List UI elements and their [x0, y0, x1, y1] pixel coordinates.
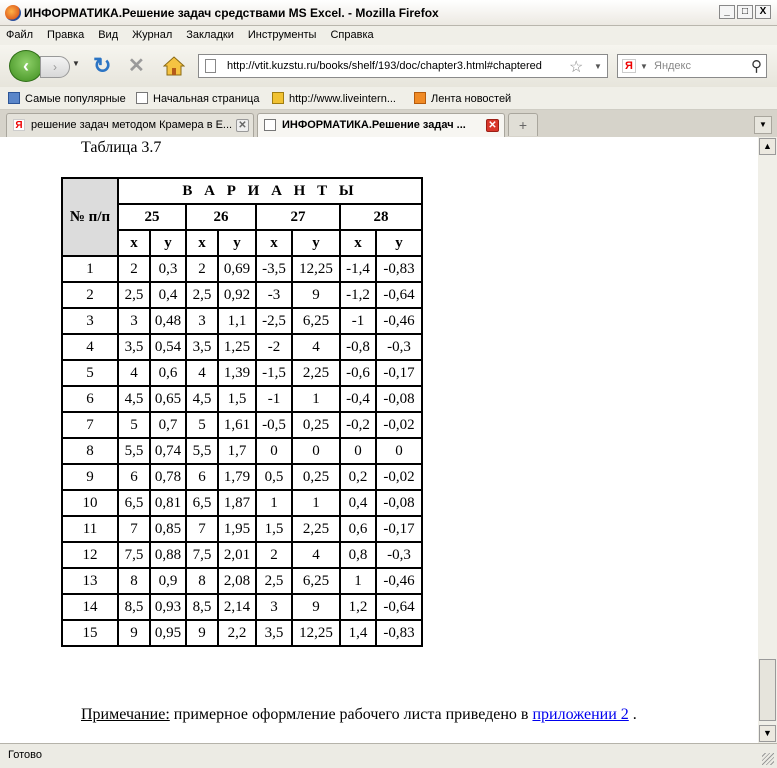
- table-cell: 1,2: [340, 594, 376, 620]
- row-number-cell: 4: [62, 334, 118, 360]
- search-box[interactable]: [617, 54, 767, 78]
- table-row: [62, 490, 422, 516]
- table-cell: -0,46: [376, 308, 422, 334]
- table-cell: 5,5: [186, 438, 218, 464]
- table-row: [62, 516, 422, 542]
- table-cell: -0,2: [340, 412, 376, 438]
- back-arrow-icon: ‹: [23, 56, 29, 76]
- close-tab-icon[interactable]: ✕: [236, 119, 249, 132]
- menu-view[interactable]: Вид: [98, 29, 119, 41]
- y-header: y: [376, 230, 422, 256]
- table-cell: 0,85: [150, 516, 186, 542]
- close-tab-icon[interactable]: ✕: [486, 119, 499, 132]
- table-cell: -0,02: [376, 412, 422, 438]
- table-row: [62, 308, 422, 334]
- table-cell: 1: [256, 490, 292, 516]
- page-icon: [264, 119, 276, 131]
- table-cell: 2,25: [292, 360, 340, 386]
- plus-icon: +: [518, 117, 528, 133]
- menu-history[interactable]: Журнал: [132, 29, 173, 41]
- note-tail: .: [628, 706, 637, 723]
- bookmark-news-feed[interactable]: [414, 92, 511, 105]
- minimize-button[interactable]: _: [719, 5, 735, 19]
- table-cell: -2: [256, 334, 292, 360]
- table-cell: 1: [340, 568, 376, 594]
- bookmark-popular[interactable]: [8, 92, 126, 105]
- table-cell: 4: [186, 360, 218, 386]
- table-row: [62, 412, 422, 438]
- bookmark-label: http://www.liveintern...: [289, 93, 396, 105]
- menu-bookmarks[interactable]: Закладки: [186, 29, 234, 41]
- table-cell: 0,78: [150, 464, 186, 490]
- chevron-down-icon: ▼: [759, 120, 767, 129]
- close-window-button[interactable]: X: [755, 5, 771, 19]
- stop-icon[interactable]: ✕: [128, 55, 145, 77]
- table-cell: 0,7: [150, 412, 186, 438]
- liveinternet-icon: [272, 92, 284, 104]
- bookmark-label: Начальная страница: [153, 93, 260, 105]
- scrollbar-thumb[interactable]: [759, 659, 776, 721]
- table-cell: 3: [118, 308, 150, 334]
- table-cell: 0,95: [150, 620, 186, 646]
- table-cell: 0,25: [292, 464, 340, 490]
- table-cell: 6: [186, 464, 218, 490]
- tab-kramer[interactable]: [6, 113, 254, 137]
- yandex-icon[interactable]: Я: [622, 59, 636, 73]
- search-engine-dropdown-icon[interactable]: ▼: [640, 62, 648, 71]
- table-cell: 5: [186, 412, 218, 438]
- table-cell: -0,64: [376, 594, 422, 620]
- table-cell: 2: [186, 256, 218, 282]
- table-cell: 7,5: [118, 542, 150, 568]
- scroll-up-icon: ▲: [763, 141, 772, 151]
- table-row: [62, 464, 422, 490]
- tab-list-button[interactable]: [754, 116, 772, 134]
- table-row: [62, 256, 422, 282]
- table-cell: 2,5: [186, 282, 218, 308]
- bookmark-liveinternet[interactable]: [272, 92, 396, 105]
- table-cell: 5: [118, 412, 150, 438]
- table-cell: -0,46: [376, 568, 422, 594]
- table-cell: 3: [186, 308, 218, 334]
- back-button[interactable]: [9, 50, 43, 82]
- table-cell: 7,5: [186, 542, 218, 568]
- menu-edit[interactable]: Правка: [47, 29, 85, 41]
- table-cell: 3,5: [256, 620, 292, 646]
- row-number-cell: 14: [62, 594, 118, 620]
- table-cell: 4,5: [186, 386, 218, 412]
- table-row: [62, 360, 422, 386]
- firefox-logo-icon: [5, 5, 21, 21]
- table-cell: 0,9: [150, 568, 186, 594]
- url-text[interactable]: http://vtit.kuzstu.ru/books/shelf/193/doc/chapter3.html#chaptered: [227, 60, 542, 72]
- window-title: ИНФОРМАТИКА.Решение задач средствами MS Excel. - Mozilla Firefox: [24, 6, 439, 20]
- table-cell: 0,4: [150, 282, 186, 308]
- table-cell: 12,25: [292, 620, 340, 646]
- row-number-cell: 2: [62, 282, 118, 308]
- row-number-cell: 11: [62, 516, 118, 542]
- forward-arrow-icon: ›: [53, 60, 57, 74]
- table-cell: 0,25: [292, 412, 340, 438]
- table-cell: 6,5: [118, 490, 150, 516]
- variants-header: В А Р И А Н Т Ы: [118, 178, 422, 204]
- table-cell: 0,3: [150, 256, 186, 282]
- scroll-down-button[interactable]: [759, 725, 776, 742]
- table-cell: 0,81: [150, 490, 186, 516]
- table-cell: 0,69: [218, 256, 256, 282]
- table-cell: 3: [256, 594, 292, 620]
- table-cell: -0,4: [340, 386, 376, 412]
- table-cell: -2,5: [256, 308, 292, 334]
- table-cell: 7: [118, 516, 150, 542]
- table-cell: -3,5: [256, 256, 292, 282]
- table-cell: 8: [118, 568, 150, 594]
- table-cell: 0: [376, 438, 422, 464]
- yandex-icon: Я: [13, 119, 25, 131]
- url-dropdown-icon[interactable]: ▼: [594, 62, 602, 71]
- table-cell: -0,17: [376, 360, 422, 386]
- table-row: [62, 386, 422, 412]
- table-cell: 0,8: [340, 542, 376, 568]
- table-cell: 1,5: [256, 516, 292, 542]
- note-label: Примечание:: [81, 706, 170, 723]
- row-number-cell: 1: [62, 256, 118, 282]
- table-cell: 2,2: [218, 620, 256, 646]
- table-cell: 12,25: [292, 256, 340, 282]
- home-icon[interactable]: [163, 55, 185, 77]
- table-cell: -0,5: [256, 412, 292, 438]
- popular-icon: [8, 92, 20, 104]
- table-body: [62, 256, 422, 646]
- variant-header: 28: [340, 204, 422, 230]
- table-cell: 1,95: [218, 516, 256, 542]
- table-cell: 0,2: [340, 464, 376, 490]
- x-header: x: [186, 230, 218, 256]
- table-cell: 1,87: [218, 490, 256, 516]
- row-number-cell: 5: [62, 360, 118, 386]
- rss-icon: [414, 92, 426, 104]
- resize-grip-icon[interactable]: [762, 753, 774, 765]
- x-header: x: [340, 230, 376, 256]
- table-row: [62, 334, 422, 360]
- row-number-cell: 6: [62, 386, 118, 412]
- table-cell: 0,92: [218, 282, 256, 308]
- table-cell: 2,14: [218, 594, 256, 620]
- maximize-button[interactable]: □: [737, 5, 753, 19]
- table-cell: -0,3: [376, 542, 422, 568]
- table-cell: -0,83: [376, 256, 422, 282]
- table-cell: 1,1: [218, 308, 256, 334]
- window-controls: [719, 5, 771, 19]
- table-cell: 4,5: [118, 386, 150, 412]
- table-cell: 0,48: [150, 308, 186, 334]
- variant-header: 25: [118, 204, 186, 230]
- page-icon: [136, 92, 148, 104]
- table-cell: -0,6: [340, 360, 376, 386]
- table-cell: 2,5: [118, 282, 150, 308]
- table-cell: 0,88: [150, 542, 186, 568]
- table-cell: -0,02: [376, 464, 422, 490]
- table-cell: 1,7: [218, 438, 256, 464]
- table-cell: -0,8: [340, 334, 376, 360]
- table-cell: 1,39: [218, 360, 256, 386]
- table-cell: 9: [186, 620, 218, 646]
- row-number-cell: 8: [62, 438, 118, 464]
- table-cell: 2,5: [256, 568, 292, 594]
- scroll-down-icon: ▼: [763, 728, 772, 738]
- table-cell: 6,5: [186, 490, 218, 516]
- search-icon[interactable]: ⚲: [751, 58, 762, 75]
- row-number-cell: 9: [62, 464, 118, 490]
- bookmark-label: Самые популярные: [25, 93, 126, 105]
- variant-header: 26: [186, 204, 256, 230]
- appendix-link[interactable]: приложении 2: [532, 706, 629, 723]
- row-number-cell: 13: [62, 568, 118, 594]
- table-cell: -3: [256, 282, 292, 308]
- table-row: [62, 438, 422, 464]
- table-cell: 0,54: [150, 334, 186, 360]
- table-cell: 1,25: [218, 334, 256, 360]
- address-bar[interactable]: [198, 54, 608, 78]
- table-cell: 9: [292, 282, 340, 308]
- x-header: x: [256, 230, 292, 256]
- table-cell: 9: [292, 594, 340, 620]
- row-number-header: № п/п: [62, 178, 118, 256]
- note-paragraph: [61, 704, 699, 726]
- table-cell: 0,6: [150, 360, 186, 386]
- menu-file[interactable]: Файл: [6, 29, 34, 41]
- variant-header: 27: [256, 204, 340, 230]
- table-cell: 0,65: [150, 386, 186, 412]
- table-cell: 9: [118, 620, 150, 646]
- table-cell: 1: [292, 490, 340, 516]
- table-cell: 8: [186, 568, 218, 594]
- note-text: примерное оформление рабочего листа приведено в: [169, 706, 533, 723]
- table-cell: 8,5: [118, 594, 150, 620]
- table-row: [62, 568, 422, 594]
- y-header: y: [150, 230, 186, 256]
- table-cell: 2: [256, 542, 292, 568]
- table-cell: 4: [292, 334, 340, 360]
- tab-informatika[interactable]: [257, 113, 505, 138]
- table-cell: 0: [256, 438, 292, 464]
- table-cell: -0,64: [376, 282, 422, 308]
- table-cell: 3,5: [118, 334, 150, 360]
- table-cell: -0,17: [376, 516, 422, 542]
- table-cell: 6: [118, 464, 150, 490]
- table-caption: Таблица 3.7: [81, 139, 162, 156]
- row-number-cell: 15: [62, 620, 118, 646]
- table-cell: 0,74: [150, 438, 186, 464]
- data-table: [61, 177, 423, 647]
- table-cell: 2: [118, 256, 150, 282]
- y-header: y: [292, 230, 340, 256]
- bookmarks-toolbar: [0, 87, 777, 110]
- forward-button[interactable]: [40, 56, 70, 78]
- table-cell: -0,08: [376, 386, 422, 412]
- table-cell: 0,4: [340, 490, 376, 516]
- table-cell: 0: [292, 438, 340, 464]
- table-cell: 1: [292, 386, 340, 412]
- table-cell: 3,5: [186, 334, 218, 360]
- table-cell: 1,79: [218, 464, 256, 490]
- table-cell: 0: [340, 438, 376, 464]
- search-input[interactable]: Яндекс: [654, 60, 691, 72]
- table-cell: 1,4: [340, 620, 376, 646]
- history-dropdown-icon[interactable]: ▼: [72, 59, 80, 68]
- title-bar: [0, 0, 777, 26]
- table-cell: 2,08: [218, 568, 256, 594]
- table-cell: 0,5: [256, 464, 292, 490]
- table-cell: -0,08: [376, 490, 422, 516]
- page-content: [0, 137, 758, 743]
- table-cell: 2,01: [218, 542, 256, 568]
- table-cell: 0,93: [150, 594, 186, 620]
- table-cell: -1,2: [340, 282, 376, 308]
- bookmark-label: Лента новостей: [431, 93, 512, 105]
- menu-help[interactable]: Справка: [330, 29, 374, 41]
- menu-bar: [0, 26, 777, 45]
- table-cell: 8,5: [186, 594, 218, 620]
- row-number-cell: 10: [62, 490, 118, 516]
- table-cell: -0,3: [376, 334, 422, 360]
- table-cell: 0,6: [340, 516, 376, 542]
- tab-label: решение задач методом Крамера в Е...: [31, 119, 233, 131]
- table-cell: 7: [186, 516, 218, 542]
- table-cell: 1,61: [218, 412, 256, 438]
- table-cell: -1: [256, 386, 292, 412]
- bookmark-start-page[interactable]: [136, 92, 259, 105]
- x-header: x: [118, 230, 150, 256]
- table-row: [62, 542, 422, 568]
- page-icon: [205, 59, 216, 73]
- table-cell: -1,5: [256, 360, 292, 386]
- y-header: y: [218, 230, 256, 256]
- reload-icon[interactable]: ↻: [93, 53, 112, 78]
- scroll-up-button[interactable]: [759, 138, 776, 155]
- row-number-cell: 3: [62, 308, 118, 334]
- table-cell: 6,25: [292, 568, 340, 594]
- vertical-scrollbar[interactable]: [758, 137, 777, 743]
- row-number-cell: 12: [62, 542, 118, 568]
- bookmark-star-icon[interactable]: ☆: [569, 59, 584, 76]
- table-row: [62, 620, 422, 646]
- table-cell: 4: [118, 360, 150, 386]
- tab-label: ИНФОРМАТИКА.Решение задач ...: [282, 119, 466, 131]
- table-cell: 6,25: [292, 308, 340, 334]
- table-cell: -1,4: [340, 256, 376, 282]
- table-cell: 5,5: [118, 438, 150, 464]
- tab-bar: [0, 110, 777, 137]
- status-text: Готово: [8, 749, 42, 761]
- menu-tools[interactable]: Инструменты: [247, 29, 317, 41]
- table-cell: 1,5: [218, 386, 256, 412]
- new-tab-button[interactable]: [508, 113, 538, 136]
- table-cell: 2,25: [292, 516, 340, 542]
- table-row: [62, 282, 422, 308]
- table-row: [62, 594, 422, 620]
- table-cell: -1: [340, 308, 376, 334]
- table-cell: 4: [292, 542, 340, 568]
- status-bar: [0, 743, 777, 768]
- table-cell: -0,83: [376, 620, 422, 646]
- row-number-cell: 7: [62, 412, 118, 438]
